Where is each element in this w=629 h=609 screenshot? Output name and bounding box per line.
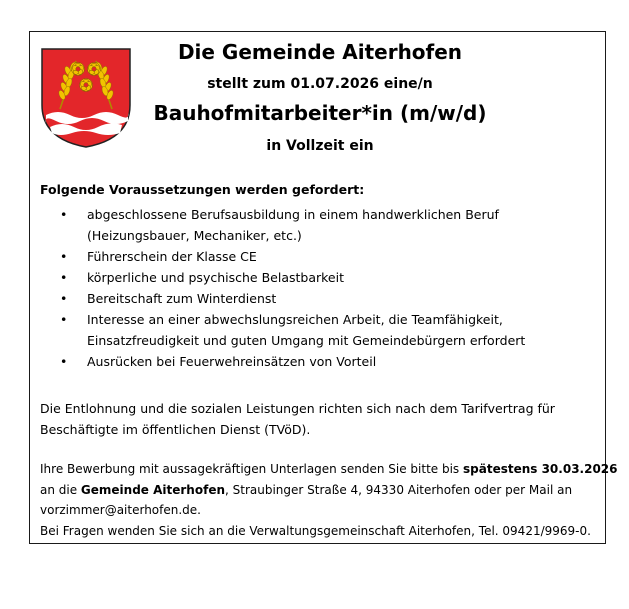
list-item xyxy=(60,204,580,246)
email-line: vorzimmer@aiterhofen.de. xyxy=(40,503,201,517)
salary-line: Beschäftigte im öffentlichen Dienst (TVöD). xyxy=(40,422,311,437)
bullet-icon: • xyxy=(60,249,68,264)
deadline: spätestens 30.03.2026 xyxy=(463,462,618,476)
start-date-line: stellt zum 01.07.2026 eine/n xyxy=(207,76,433,92)
application-line xyxy=(40,480,600,501)
bullet-icon: • xyxy=(60,207,68,222)
page-title: Die Gemeinde Aiterhofen xyxy=(177,40,463,64)
list-item-text: Interesse an einer abwechslungsreichen Arbeit, die Teamfähigkeit, xyxy=(87,312,503,327)
recipient: Gemeinde Aiterhofen xyxy=(80,482,225,497)
bullet-icon: • xyxy=(60,312,68,327)
list-item xyxy=(60,267,580,288)
list-item-text: Führerschein der Klasse CE xyxy=(87,249,257,264)
questions-line: Bei Fragen wenden Sie sich an die Verwaltungsgemeinschaft Aiterhofen, Tel. 09421/9969-0. xyxy=(40,523,591,538)
application-text: Ihre Bewerbung mit aussagekräftigen Unterlagen senden Sie bitte bis xyxy=(40,462,463,476)
salary-line: Die Entlohnung und die sozialen Leistungen richten sich nach dem Tarifvertrag für xyxy=(40,401,555,416)
employment-type: in Vollzeit ein xyxy=(266,138,374,154)
bullet-icon: • xyxy=(60,270,68,285)
salary-paragraph xyxy=(40,398,600,440)
list-item-text: (Heizungsbauer, Mechaniker, etc.) xyxy=(87,228,302,243)
requirements-heading: Folgende Voraussetzungen werden gefordert: xyxy=(40,182,365,197)
list-item-text: abgeschlossene Berufsausbildung in einem handwerklichen Beruf xyxy=(87,207,499,222)
application-text: an die xyxy=(40,482,81,497)
list-item xyxy=(60,288,580,309)
list-item-text: Bereitschaft zum Winterdienst xyxy=(87,291,277,306)
application-paragraph xyxy=(40,459,618,541)
address-text: , Straubinger Straße 4, 94330 Aiterhofen oder per Mail an xyxy=(225,482,573,497)
list-item xyxy=(60,246,580,267)
bullet-icon: • xyxy=(60,291,68,306)
list-item-text: Einsatzfreudigkeit und guten Umgang mit Gemeindebürgern erfordert xyxy=(87,333,526,348)
list-item xyxy=(60,309,580,351)
job-title: Bauhofmitarbeiter*in (m/w/d) xyxy=(153,101,487,125)
bullet-icon: • xyxy=(60,354,68,369)
coat-of-arms-icon xyxy=(40,47,132,149)
list-item-text: körperliche und psychische Belastbarkeit xyxy=(87,270,344,285)
list-item xyxy=(60,351,580,372)
application-line xyxy=(40,459,618,480)
requirements-list xyxy=(60,204,580,372)
list-item-text: Ausrücken bei Feuerwehreinsätzen von Vorteil xyxy=(87,354,377,369)
